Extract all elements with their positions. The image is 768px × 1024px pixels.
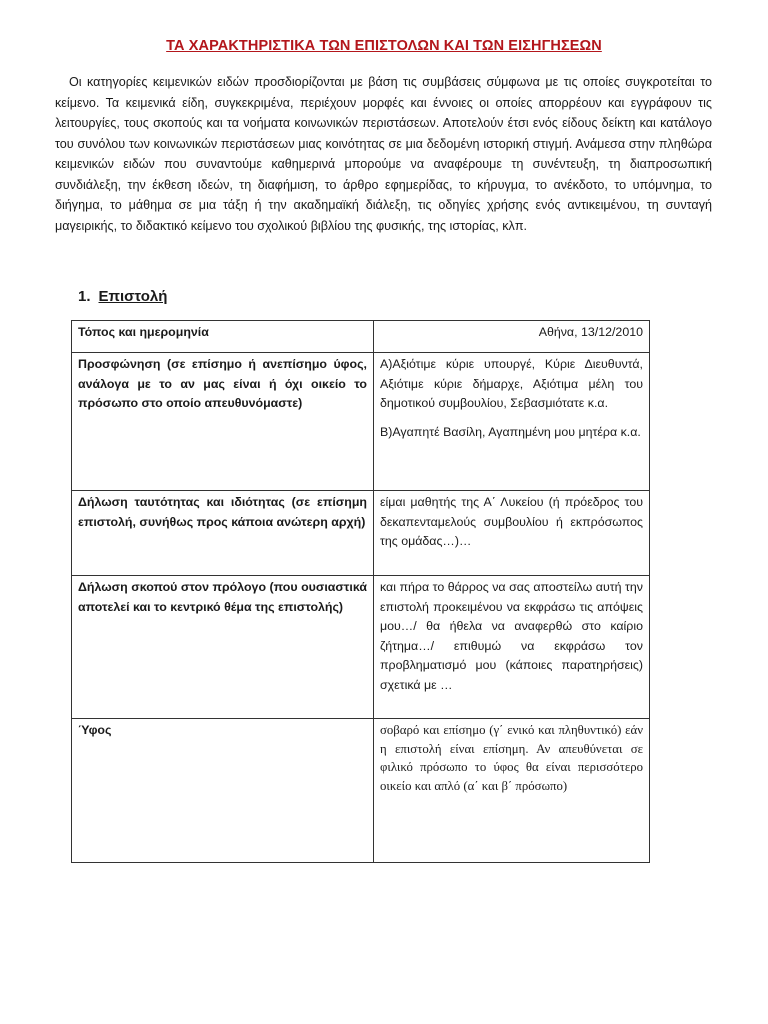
table-row xyxy=(72,719,650,863)
table-row xyxy=(72,491,650,576)
section-number: 1. xyxy=(78,288,91,305)
row-value-place-date: Αθήνα, 13/12/2010 xyxy=(374,321,650,353)
document-title: ΤΑ ΧΑΡΑΚΤΗΡΙΣΤΙΚΑ ΤΩΝ ΕΠΙΣΤΟΛΩΝ ΚΑΙ ΤΩΝ ΕΙΣΗΓΗΣΕΩΝ xyxy=(166,38,602,54)
row-value-salutation xyxy=(374,353,650,491)
letter-structure-table xyxy=(71,320,650,863)
row-label-purpose: Δήλωση σκοπού στον πρόλογο (που ουσιαστικά αποτελεί και το κεντρικό θέμα της επιστολής) xyxy=(72,576,374,719)
salutation-formal-examples: Α)Αξιότιμε κύριε υπουργέ, Κύριε Διευθυντά, Αξιότιμε κύριε δήμαρχε, Αξιότιμα μέλη του δημοτικού συμβουλίου, Σεβασμιότατε κ.α. xyxy=(380,357,643,410)
section-label: Επιστολή xyxy=(98,288,168,305)
row-label-place-date: Τόπος και ημερομηνία xyxy=(72,321,374,353)
row-value-purpose: και πήρα το θάρρος να σας αποστείλω αυτή την επιστολή προκειμένου να εκφράσω τις απόψεις μου…/ θα ήθελα να αναφερθώ στο καίριο ζήτημα…/ επιθυμώ να εκφράσω τον προβληματισμό μου (κάποιες παρατηρήσεις) σχετικά με … xyxy=(374,576,650,719)
row-value-identity: είμαι μαθητής της Α΄ Λυκείου (ή πρόεδρος του δεκαπενταμελούς συμβουλίου ή εκπρόσωπος της ομάδας…)… xyxy=(374,491,650,576)
section-heading xyxy=(78,288,167,305)
row-label-style: Ύφος xyxy=(72,719,374,863)
intro-paragraph: Οι κατηγορίες κειμενικών ειδών προσδιορίζονται με βάση τις συμβάσεις σύμφωνα με τις οποίες συγκροτείται το κείμενο. Τα κειμενικά είδη, συγκεκριμένα, περιέχουν μορφές και έννοιες οι οποίες απορρέουν και εγγράφουν τις λειτουργίες, τους σκοπούς και τα νοήματα κοινωνικών περιστάσεων. Αποτελούν έτσι ενός είδους δείκτη και κατάλογο του συνόλου των κοινωνικών περιστάσεων μιας κοινότητας σε μια δεδομένη ιστορική στιγμή. Ανάμεσα στην πληθώρα κειμενικών ειδών που συναντούμε καθημερινά μπορούμε να αναφέρουμε τη συνέντευξη, τη διαπροσωπική συνδιάλεξη, την έκθεση ιδεών, τη διαφήμιση, το άρθρο εφημερίδας, το κήρυγμα, το ανέκδοτο, το υπόμνημα, το διήγημα, το μάθημα σε μια τάξη ή την ακαδημαϊκή διάλεξη, τις οδηγίες χρήσης ενός αντικειμένου, τη συνταγή μαγειρικής, το διδακτικό κείμενο του σχολικού βιβλίου της φυσικής, της ιστορίας, κλπ. xyxy=(55,75,712,233)
row-label-salutation: Προσφώνηση (σε επίσημο ή ανεπίσημο ύφος, ανάλογα με το αν μας είναι ή όχι οικείο το πρόσωπο στο οποίο απευθυνόμαστε) xyxy=(72,353,374,491)
row-label-identity: Δήλωση ταυτότητας και ιδιότητας (σε επίσημη επιστολή, συνήθως προς κάποια ανώτερη αρχή) xyxy=(72,491,374,576)
table-row xyxy=(72,576,650,719)
table-row xyxy=(72,321,650,353)
salutation-informal-examples: Β)Αγαπητέ Βασίλη, Αγαπημένη μου μητέρα κ.α. xyxy=(380,424,641,439)
table-row xyxy=(72,353,650,491)
row-value-style: σοβαρό και επίσημο (γ΄ ενικό και πληθυντικό) εάν η επιστολή είναι επίσημη. Αν απευθύνεται σε φιλικό πρόσωπο το ύφος θα είναι περισσότερο οικείο και απλό (α΄ και β΄ πρόσωπο) xyxy=(374,719,650,863)
